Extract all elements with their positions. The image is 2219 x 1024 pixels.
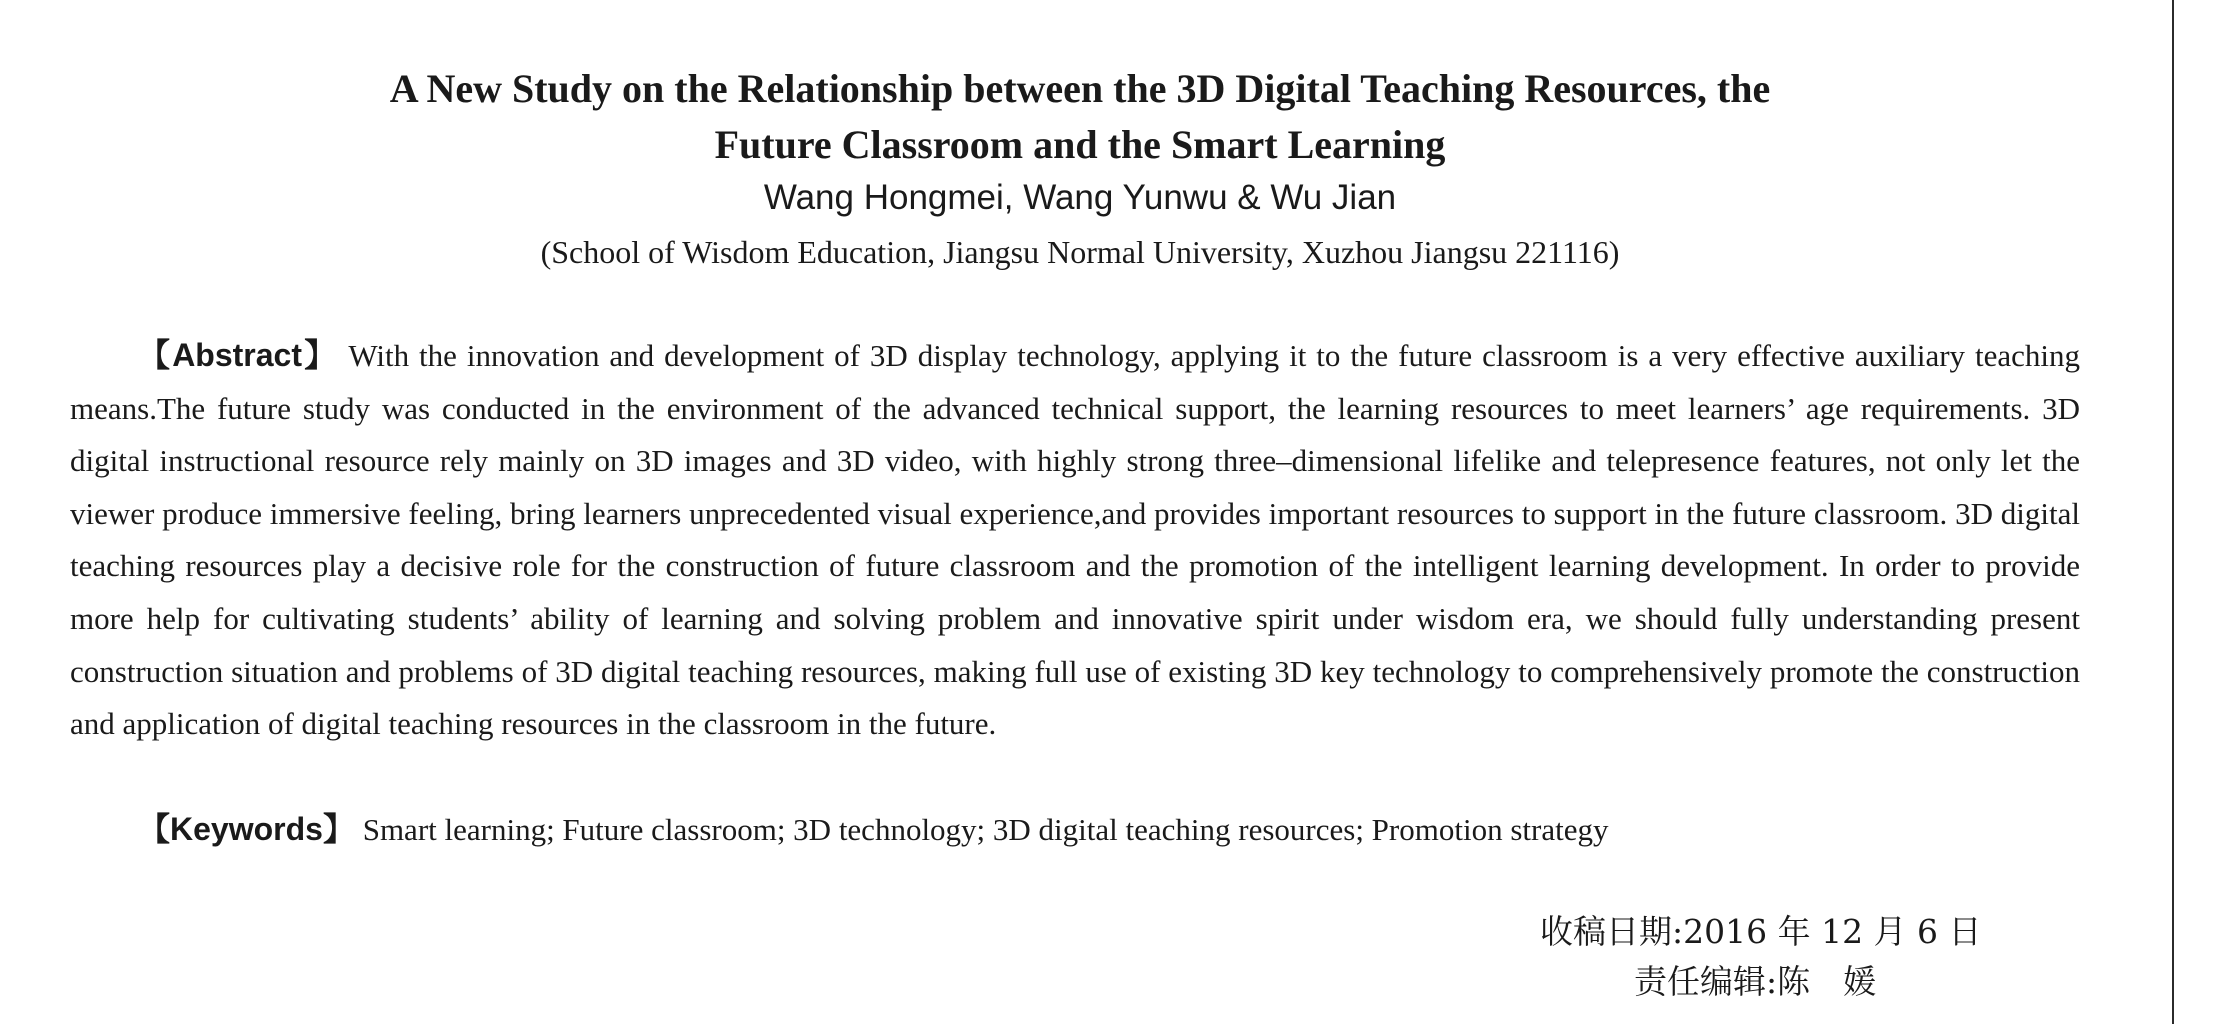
paper-affiliation: (School of Wisdom Education, Jiangsu Normal University, Xuzhou Jiangsu 221116): [540, 234, 1620, 270]
received-date: 收稿日期:2016 年 12 月 6 日: [1540, 912, 1982, 951]
abstract-text: With the innovation and development of 3D display technology, applying it to the future classroom is a very effective auxiliary teaching means.The future study was conducted in the environment of the advanced technical support, the learning resources to meet learners’ age requirements. 3D digital instructional resource rely mainly on 3D images and 3D video, with highly strong three–dimensional lifelike and telepresence features, not only let the viewer produce immersive feeling, bring learners unprecedented visual experience,and provides important resources to support in the future classroom. 3D digital teaching resources play a decisive role for the construction of future classroom and the promotion of the intelligent learning development. In order to provide more help for cultivating students’ ability of learning and solving problem and innovative spirit under wisdom era, we should fully understanding present construction situation and problems of 3D digital teaching resources, making full use of existing 3D key technology to comprehensively promote the construction and application of digital teaching resources in the classroom in the future.: [70, 338, 2081, 742]
page-edge-rule: [2172, 0, 2174, 1024]
keywords-text: Smart learning; Future classroom; 3D technology; 3D digital teaching resources; Promotion strategy: [362, 812, 1609, 847]
responsible-editor: 责任编辑:陈 媛: [1634, 962, 1877, 1001]
abstract-paragraph: [70, 329, 2080, 751]
keywords-label: 【Keywords】: [138, 811, 355, 847]
keywords-paragraph: [70, 803, 2080, 856]
abstract-label: 【Abstract】: [138, 337, 339, 373]
paper-title-line-1: A New Study on the Relationship between the 3D Digital Teaching Resources, the: [389, 66, 1771, 111]
paper-authors: Wang Hongmei, Wang Yunwu & Wu Jian: [763, 178, 1397, 217]
paper-title-line-2: Future Classroom and the Smart Learning: [714, 122, 1446, 167]
